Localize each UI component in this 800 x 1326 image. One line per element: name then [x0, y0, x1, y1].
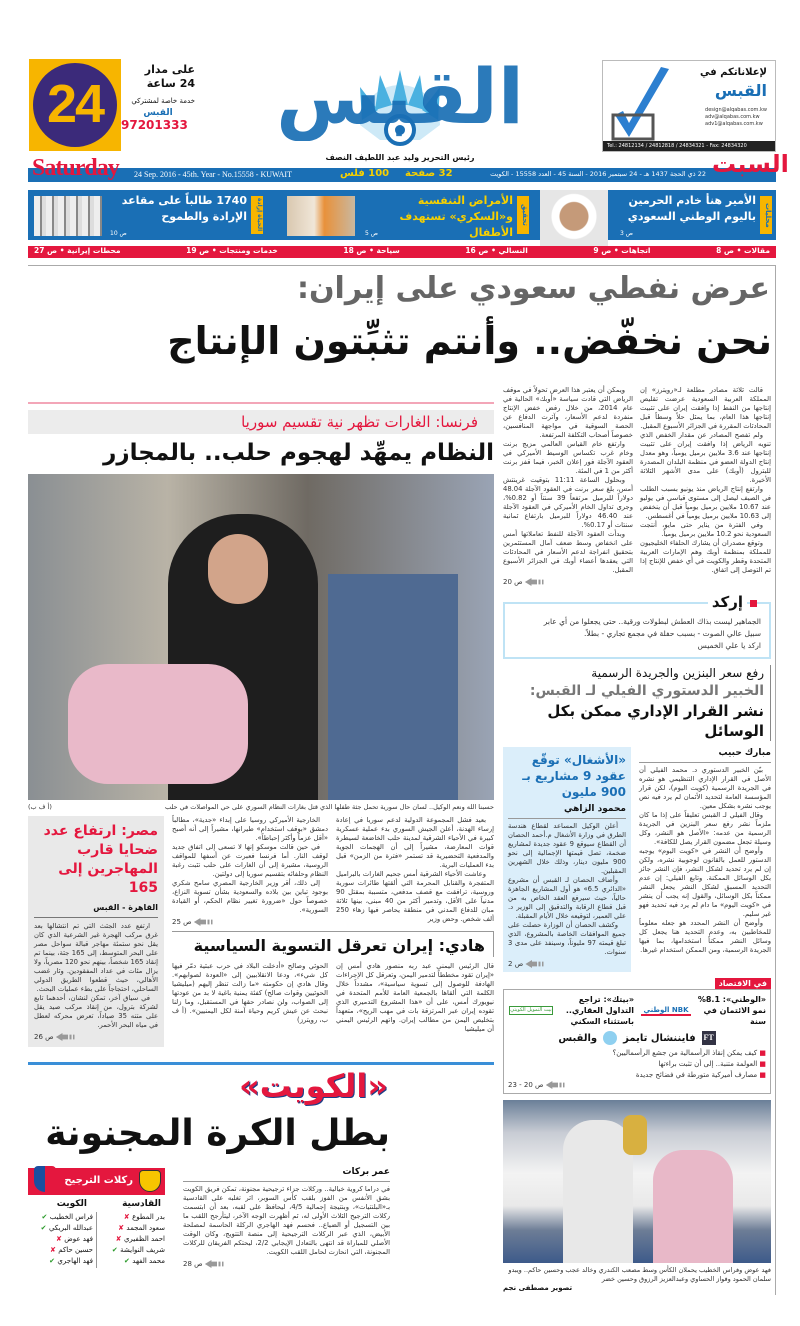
right-column [503, 386, 771, 1292]
students-photo [34, 196, 102, 236]
economy-label: في الاقتصاد [715, 978, 771, 989]
player-name: سعود المجمد [126, 1224, 165, 1232]
penalty-row [99, 1256, 165, 1267]
penalties-box: ركلات الترجيح القادسية الكويت بدر المطوع ✘ سعود المجمد ✘ احمد الظفيري ✘ شريف النوايشة ✔ محمد الفهد ✔ فراس الخطيب ✔ عبدالله البريكي ✔ فهد عوض ✘ حسين حاكم ✘ فهد الهاجري ✔ [28, 1168, 165, 1270]
cross-icon: ✘ [49, 1246, 59, 1254]
check-icon: ✔ [49, 1257, 58, 1265]
aleppo-photo [28, 474, 494, 800]
editor-line: رئيس التحرير وليد عبد اللطيف النصف [325, 153, 475, 162]
penalty-row [99, 1223, 165, 1234]
price: 100 فلس [340, 168, 390, 179]
index-item[interactable]: اتجاهات • ص 9 [593, 246, 651, 255]
player-name: احمد الظفيري [123, 1235, 165, 1243]
qadsia-crest-icon [139, 1170, 161, 1192]
fuel-headline: نشر القرار الإداري ممكن بكل الوسائل [547, 702, 764, 740]
penalties-team-kuwait [28, 1212, 93, 1267]
arrow-icon [194, 918, 216, 926]
trophy-caption: فهد عوض وفراس الخطيب يحملان الكأس وسط مصعب الكندري وخالد عجب وحسين حاكم.. ويبدو سلمان الحمود وفواز الحساوي وعبدالعزيز الرزوق وحسين خضر [508, 1266, 771, 1283]
player-name: محمد الفهد [132, 1257, 165, 1265]
syria-kicker: فرنسا: الغارات تظهر نية تقسيم سوريا [241, 413, 478, 431]
check-icon: ✔ [111, 1246, 121, 1254]
24-hour-badge: 24 [29, 59, 121, 151]
day-en: Saturday [32, 155, 119, 181]
penalty-row [99, 1212, 165, 1223]
fuel-author: مبارك حبيب [718, 748, 771, 758]
nbk-logo: الوطني NBK [641, 1006, 691, 1016]
cross-icon: ✘ [55, 1235, 65, 1243]
index-item[interactable]: سياحة • ص 18 [343, 246, 400, 255]
teaser-local[interactable]: محليات الأمير هنأ خادم الحرمين باليوم الوطني السعودي ص 3 [540, 190, 776, 240]
economy-bullet[interactable]: مصارف أميركية متورطة في فضائح جديدة [635, 1071, 758, 1079]
sports-story [183, 1166, 390, 1268]
egypt-page-ref[interactable]: ص 26 [34, 1033, 158, 1041]
red-square-icon [750, 600, 757, 607]
economy-bullet[interactable]: كيف يمكن إنقاذ الرأسمالية من جشع الرأسماليين؟ [612, 1049, 758, 1057]
lead-body [503, 386, 771, 586]
day-ar: السبت [712, 150, 789, 178]
player-name: فراس الخطيب [49, 1213, 93, 1221]
syria-headline: النظام يمهِّد لهجوم حلب.. بالمجازر [103, 440, 494, 466]
sports-kicker: «الكويت» [239, 1067, 388, 1105]
fuel-story [639, 747, 771, 955]
index-item[interactable]: مقالات • ص 8 [716, 246, 770, 255]
trophy-photo [503, 1100, 771, 1263]
cross-icon: ✘ [115, 1235, 124, 1243]
economy-bullet[interactable]: العولمة متنبة.. إلى أن تثبت براءتها [658, 1060, 758, 1068]
page-frame [28, 265, 776, 266]
player-name: بدر المطوع [132, 1213, 165, 1221]
sports-page-ref[interactable]: ص 28 [183, 1260, 390, 1268]
fuel-subhead: الخبير الدستوري الفيلي لـ القبس: [529, 683, 764, 699]
date-en: 24 Sep. 2016 - 45th. Year - No.15558 - KUWAIT [134, 170, 292, 179]
sports-headline: بطل الكرة المجنونة [45, 1113, 390, 1154]
hadi-headline: هادي: إيران تعرقل التسوية السياسية [193, 936, 485, 955]
penalty-row [28, 1234, 93, 1245]
check-icon: ✔ [40, 1224, 49, 1232]
player-name: فهد عوض [64, 1235, 93, 1243]
cross-icon: ✘ [123, 1213, 133, 1221]
children-photo [287, 196, 355, 236]
fuel-kicker: رفع سعر البنزين والجريدة الرسمية [591, 666, 764, 680]
economy-item[interactable]: «بيتك»: تراجع التداول العقاري.. باستثناء السكني [565, 995, 634, 1026]
left-ad[interactable]: 24 على مدار 24 ساعة خدمة خاصة لمشتركي القبس 97201333 [29, 59, 199, 151]
aleppo-caption: حسبنا الله ونعم الوكيل.. لسان حال سورية تحمل جثة طفلها الذي قتل بغارات النظام السوري على حي المواصلات في حلب [164, 803, 494, 811]
index-bar [28, 246, 776, 258]
photo-credit: (أ ف ب) [28, 803, 52, 811]
penalty-row [28, 1245, 93, 1256]
economy-box: «الوطني»: 8.1% نمو الائتمان في سنة الوطني NBK «بيتك»: تراجع التداول العقاري.. باستثناء السكني بيت التمويل الكويتي FT فايننشال تايمز والقبس ■ كيف يمكن إنقاذ الرأسمالية من جشع الرأسماليين؟ ■ العولمة متنبة.. إلى أن تثبت براءتها ■ مصارف أميركية متورطة في فضائح جديدة ص 20 - 23 [503, 989, 771, 1094]
economy-page-ref[interactable]: ص 20 - 23 [508, 1081, 766, 1089]
penalty-row [99, 1234, 165, 1245]
ashghal-page-ref[interactable]: ص 2 [508, 960, 626, 968]
check-icon: ✔ [123, 1257, 133, 1265]
arrow-icon [525, 578, 547, 586]
photo-credit-sports: تصوير مصطفى نجم [503, 1284, 573, 1292]
logo: القبس [240, 55, 560, 151]
center-column [172, 816, 494, 1034]
checkmark-icon [607, 65, 677, 145]
player-name: شريف النوايشة [120, 1246, 165, 1254]
lead-col2: ويمكن أن يعتبر هذا العرض تحولاً في موقف الرياض التي قادت سياسة «أوبك» الحالية في عام 2014، من خلال رفض خفض الإنتاج منفردة لدعم الأسعار، وآثرت الدفاع عن الحصة السوقية في مواجهة المنافسين، خصوصاً أصحاب التكلفة المرتفعة. وارتفع خام القياس العالمي مزيج برنت وخام غرب تكساس الوسيط الأميركي في العقود الآجلة فور إعلان الخبر، فيما قفز برنت أكثر من 1 في المئة. وبحلول الساعة 11:11 بتوقيت غرينتش أمس، بلغ سعر برنت في العقود الآجلة 48.04 دولاراً للبرميل مرتفعاً 39 سنتاً أو 0.82%، وجرى تداول الخام الأميركي في العقود الآجلة عند 46.40 دولاراً للبرميل بارتفاع ثمانية سنتات أو 0.17%. وبدأت العقود الآجلة للنفط تعاملاتها أمس على انخفاض وسط ضعف آمال المستثمرين بتحقيق انفراجة لدعم الأسعار في المحادثات التي يعقدها أعضاء أوبك في الجزائر الأسبوع المقبل. [503, 386, 633, 574]
alqabas-emblem-icon [603, 1031, 617, 1045]
right-ad[interactable]: لإعلاناتكم في القبس design@alqabas.com.kw adv@alqabas.com.kw adv1@alqabas.com.kw Tel.: 24812134 / 24812818 / 24834321 - Fax: 24834320 [602, 60, 776, 152]
teaser-will[interactable]: الحياة إرادة 1740 طالباً على مقاعد الإرادة والطموح ص 10 [30, 190, 265, 240]
economy-item[interactable]: «الوطني»: 8.1% نمو الائتمان في سنة [697, 995, 766, 1026]
economy-section [503, 978, 771, 1094]
teaser-investigation[interactable]: تحقيق الأمراض التنفسية و«السكري» تستهدف الأطفال ص 5 [285, 190, 535, 240]
check-icon: ✔ [41, 1213, 50, 1221]
cross-icon: ✘ [118, 1224, 127, 1232]
lead-col1: قالت ثلاثة مصادر مطلعة لـ«رويترز» إن المملكة العربية السعودية عرضت تقليص إنتاجها من النفط إذا وافقت إيران على تثبيت إنتاجها هذا العام، بما يمثل حلاً وسطاً قبل المحادثات المقررة في الجزائر الأسبوع المقبل. ولم تفصح المصادر عن مقدار الخفض الذي تنويه الرياض إذا وافقت إيران على تثبيت إنتاجها عند 3.6 ملايين برميل يومياً، وهو معدل إنتاج الدولة العضو في منظمة البلدان المصدرة للبترول (أوبك) على مدى الأشهر الثلاثة الأخيرة. وارتفع إنتاج الرياض منذ يونيو بسبب الطلب في الصيف ليصل إلى مستوى قياسي في يوليو عند 10.67 ملايين برميل يومياً قبل أن ينخفض إلى 10.63 ملايين برميل يومياً في أغسطس. وفي الفترة من يناير حتى مايو، أنتجت السعودية نحو 10.2 ملايين برميل يومياً. وتوقع مصدران أن يشارك الحلفاء الخليجيون للمملكة بمنظمة أوبك وهم الإمارات العربية المتحدة وقطر والكويت في أي خفض للإنتاج إذا تم التوصل إلى اتفاق. [640, 386, 771, 574]
sports-body: في دراما كروية خيالية.. وركلات جزاء ترجيحية مجنونة، تمكن فريق الكويت بشق الأنفس من الفوز بلقب كأس السوبر، اثر تغلبه على القادسية بـ«البلنتيات»، وبنتيجة إجمالية 4/5، ليحافظ على لقبه، بعد أن ابتسمت ركلات الترجيح الثلاث الأولى له، ثم أظهرت الوجه الآخر، ليتأرجح اللقب ما بين التسجيل أو الضياع.. فحسم فهد الهاجري الركلة الحاسمة لمصلحة الأبيض، الذي عبر الركلات الترجيحية إلى منصة التتويج، وكان الوقت الأصلي للمباراة قد انتهى بالتعادل الإيجابي 2/2، ليحتكم الفريقان للركلات المجنونة، التي انحازت لحامل اللقب الكويت. [183, 1185, 390, 1256]
player-name: عبدالله البريكي [48, 1224, 93, 1232]
arrow-icon [205, 1260, 227, 1268]
egypt-box: مصر: ارتفاع عدد ضحايا قارب المهاجرين إلى 165 القاهرة - القبس ارتفع عدد الجثث التي تم انتشالها بعد غرق مركب الهجرة غير الشرعية الذي كان يقل نحو ستمئة مهاجر قبالة سواحل مصر على البحر المتوسط، إلى 165 جثة، بينما تم إنقاذ 165 شخصاً، بينهم نحو 120 مصرياً، ولا يزال مئات في عداد المفقودين. وثار غضب الأهالي، حيث قطعوا الطريق الدولي الساحلي، احتجاجاً على بطء عمليات البحث. في سياق آخر، تمكن لنشان، أحدهما تابع لشركة بترول، من إنقاذ مركب صيد يقل على متنه 35 صياداً، تعرض محركه لعطل في مياه البحر الأحمر. ص 26 [28, 816, 164, 1047]
ft-logo: FT [702, 1031, 716, 1045]
page-count: 32 صفحة [405, 168, 453, 179]
date-ar: 22 ذي الحجة 1437 هـ - 24 سبتمبر 2016 - السنة 45 - العدد 15558 - الكويت [490, 170, 706, 178]
arrow-icon [56, 1033, 78, 1041]
erked-box: إركد الجماهير ليست بذاك العطش لبطولات ورقية.. حتى يجعلوا من أي عابر سبيل عالي الصوت - بسبب حفلة في مجمع تجاري - بطلاً. اركد يا علي الخميس [503, 602, 771, 659]
penalty-row [28, 1223, 93, 1234]
arrow-icon [525, 960, 547, 968]
index-item[interactable]: النسالي • ص 16 [465, 246, 528, 255]
penalties-team-qadsia [99, 1212, 165, 1267]
fuel-header [503, 665, 771, 741]
arrow-icon [546, 1081, 568, 1089]
penalty-row [28, 1212, 93, 1223]
ashghal-box: «الأشغال» توقّع عقود 9 مشاريع بـ 900 مليون محمود الزاهي أعلن الوكيل المساعد لقطاع هندسة الطرق في وزارة الأشغال م.أحمد الحصان أن القطاع سيوقع 9 عقود جديدة لمشاريع ضخمة، تصل قيمتها الإجمالية إلى نحو 900 مليون دينار، وذلك خلال الشهرين المقبلين. وأضاف الحصان لـ القبس أن مشروع «الدائري 6.5» هو أول المشاريع الجاهزة حالياً، حيث سيرفع العقد الخاص به من قبل قطاع الرقابة والتدقيق إلى الوزير د. علي العمير، لتوقيعه خلال الأيام المقبلة. وكشف الحصان أن الوزارة حصلت على جميع الموافقات الخاصة بالمشروع، الذي تبلغ قيمته 97 مليوناً، وسينفذ على مدى 3 سنوات. ص 2 [503, 747, 631, 972]
kuwait-crest-icon [34, 1166, 56, 1192]
page-frame-right [775, 265, 776, 1295]
sports-author: عمر بركات [342, 1167, 390, 1177]
player-name: حسين حاكم [58, 1246, 93, 1254]
hadi-col1: قال الرئيس اليمني عبد ربه منصور هادي أمس إن «إيران تقود مخططاً لتدمير اليمن، وتعرقل كل الإجراءات الهادفة للوصول إلى تسوية سياسية»، مشدداً خلال الكلمة التي ألقاها بالجمعية العامة للأمم المتحدة في نيويورك أمس، على أن «هذا المشروع التدميري الذي تقوده إيران عبر المرتزقة بات في مهب الريح»، متعهداً بتخليص اليمن من مطالب إيران. واتهم الرئيس اليمني أن ميليشيا [336, 962, 494, 1033]
fuel-body: بيّن الخبير الدستوري د. محمد الفيلي أن الأصل في القرار الإداري التنظيمي هو نشره في الجريدة الرسمية (كويت اليوم)، لكن قرار المؤسسة العامة لتحديد الأثمان لم يرد فيه نص يوجب نشره بشكل معين. وقال الفيلي لـ القبس تعليقاً على إذا ما كان ملزماً نشر رفع سعر البنزين في الجريدة الرسمية من عدمه: «الأصل هو النشر، وكل وسيلة تجعل مضمون القرار يصل للكافة». وأوضح أن النشر في «كويت اليوم» يوجبه الدستور للعمل بالقانون لوجوبية نشره، ولكن إن لم يرد تحديد لشكل النشر، فإن النشر جائز بكل الوسائل الممكنة. وتابع الفيلي: إن عدم التحديد المسبق لشكل النشر يجعل النشر ممكناً بكل الوسائل، والقول إنه يجب أن ينشر في «كويت اليوم» ما دام لم يرد فيه تحديد فهو غير سليم. وأوضح أن النشر المحدد هو جعله معلوماً للمخاطبين به، وعدم التحديد هنا يجعل كل وسائل النشر ممكناً استخدامها، بما فيها الجريدة الرسمية، ومن الممكن استخدام غيرها. [639, 766, 771, 954]
penalty-row [28, 1256, 93, 1267]
index-item[interactable]: محطات إيرانية • ص 27 [34, 246, 121, 255]
syria-col1: بعيد فشل المجموعة الدولية لدعم سوريا في إعادة إرساء الهدنة، أعلن الجيش السوري بدء عملية عسكرية كبيرة في الأحياء الشرقية لمدينة حلب الخاضعة لسيطرة قوات المعارضة، مشيراً إلى أن الهجمات الجوية والمدفعية التحضيرية قد تستمر «فترة من الزمن» قبل بدء العمليات البرية. وعاشت الأحياء الشرقية أمس جحيم الغارات بالبراميل المتفجرة والقنابل المحرمة التي ألقتها طائرات سورية وروسية، ترافقت مع قصف مدفعي، متسببة بمقتل 90 مدنياً على الأقل، وتدمير أكثر من 40 مبنى، بينها ثلاثة مبان للدفاع المدني في منطقة يحاصر فيها زهاء 250 ألف شخص. وحض وزير [336, 816, 494, 923]
hadi-col2: الحوثي وصالح «أدخلت البلاد في حرب عبثية دمّر فيها كل شيء»، ودعا الانقلابيين إلى «العودة لصوابهم». وقال هادي إن حكومته «ما زالت تنظر إليهم (ميليشيا الحوثيين وقوات صالح) كفئة يمنية باغية لا بد من عودتها إلى الصواب، ولن نصادر حقها في المستقبل، وما زلنا نبحث عن عيش كريم وحياة آمنة لكل اليمنيين». (أ ف ب، رويترز) [172, 962, 328, 1024]
lead-kicker: عرض نفطي سعودي على إيران: [296, 271, 770, 306]
player-name: فهد الهاجري [57, 1257, 93, 1265]
lead-page-ref[interactable]: ص 20 [503, 578, 633, 586]
index-item[interactable]: خدمات ومنتجات • ص 19 [186, 246, 278, 255]
syria-page-ref[interactable]: ص 25 [172, 918, 328, 926]
kfh-logo: بيت التمويل الكويتي [510, 1007, 552, 1013]
lead-headline: نحن نخفّض.. وأنتم تثبِّتون الإنتاج [167, 319, 772, 363]
syria-col2: الخارجية الأميركي روسيا على إبداء «جدية»، مطالباً دمشق «بوقف استخدام» طيرانها، مشيراً إلى أنه أصبح «أقل عزماً وأكثر إحباطاً». في حين قالت موسكو إنها لا تسعى إلى اتفاق جديد لوقف النار. أما فرنسا فعبرت عن أسفها للمواقف الروسية، مشيرة إلى أن الغارات على حلب تثبت رغبة النظام وحلفائه بتقسيم سوريا إلى دولتين. إلى ذلك، أقر وزير الخارجية المصري سامح شكري بوجود تباين بين بلاده والسعودية بشأن تسوية النزاع، خصوصاً حول «ضرورة تغيير نظام الحكم، أو القيادة السورية». [172, 816, 328, 914]
penalty-row [99, 1245, 165, 1256]
